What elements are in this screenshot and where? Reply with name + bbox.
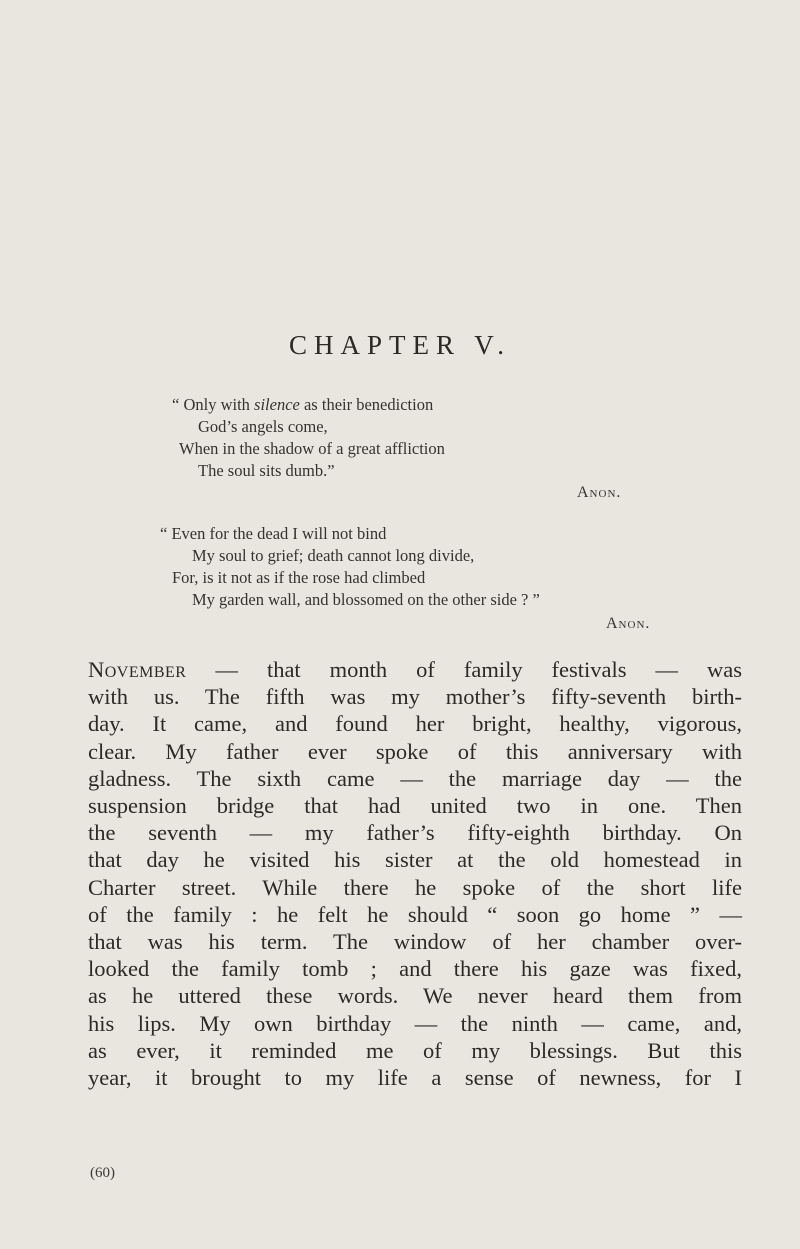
body-line: as ever, it reminded me of my blessings. But this: [88, 1037, 742, 1063]
body-line: as he uttered these words. We never heard them from: [88, 983, 742, 1009]
body-line: year, it brought to my life a sense of newness, for I: [88, 1065, 742, 1091]
page-number: (60): [90, 1165, 115, 1181]
epigraph-line: [192, 589, 540, 611]
epigraph-line: [160, 523, 386, 545]
epigraph-line-text: God’s angels come,: [198, 417, 328, 436]
body-line: suspension bridge that had united two in one. Then: [88, 793, 742, 819]
epigraph-line: [172, 567, 425, 589]
chapter-heading: CHAPTER V.: [288, 330, 512, 360]
emphasis: silence: [254, 395, 300, 414]
epigraph-line-text: “ Even for the dead I will not bind: [160, 524, 387, 543]
epigraph-line: [198, 460, 335, 482]
first-word: November: [88, 657, 187, 682]
body-line: his lips. My own birthday — the ninth — came, and,: [88, 1010, 742, 1036]
epigraph-line: [192, 545, 474, 567]
body-line: the seventh — my father’s fifty-eighth birthday. On: [88, 820, 742, 846]
body-line: with us. The fifth was my mother’s fifty-seventh birth-: [88, 684, 742, 710]
body-paragraph: [88, 656, 742, 1091]
epigraph-line: [179, 438, 445, 460]
body-line: of the family : he felt he should “ soon go home ” —: [88, 901, 742, 927]
body-line: clear. My father ever spoke of this anniversary with: [88, 738, 742, 764]
epigraph-line-text: My garden wall, and blossomed on the other side ? ”: [192, 590, 540, 609]
epigraph-line: [198, 416, 328, 438]
epigraph-attribution: Anon.: [606, 615, 651, 632]
epigraph-line-text: When in the shadow of a great affliction: [179, 439, 445, 458]
epigraph-attribution: Anon.: [577, 484, 622, 501]
body-line: that was his term. The window of her chamber over-: [88, 929, 742, 955]
body-line: looked the family tomb ; and there his gaze was fixed,: [88, 956, 742, 982]
body-line: gladness. The sixth came — the marriage day — the: [88, 765, 742, 791]
epigraph-line-text: “ Only with silence as their benediction: [172, 395, 434, 414]
epigraph-line-text: The soul sits dumb.”: [198, 461, 335, 480]
body-line: November — that month of family festivals — was: [88, 657, 742, 682]
epigraph-line-text: My soul to grief; death cannot long divide,: [192, 546, 475, 565]
epigraph-line-text: For, is it not as if the rose had climbed: [172, 568, 426, 587]
epigraph-line: [172, 394, 433, 416]
body-line: day. It came, and found her bright, healthy, vigorous,: [88, 711, 742, 737]
body-line: that day he visited his sister at the old homestead in: [88, 847, 742, 873]
body-line: Charter street. While there he spoke of the short life: [88, 874, 742, 900]
